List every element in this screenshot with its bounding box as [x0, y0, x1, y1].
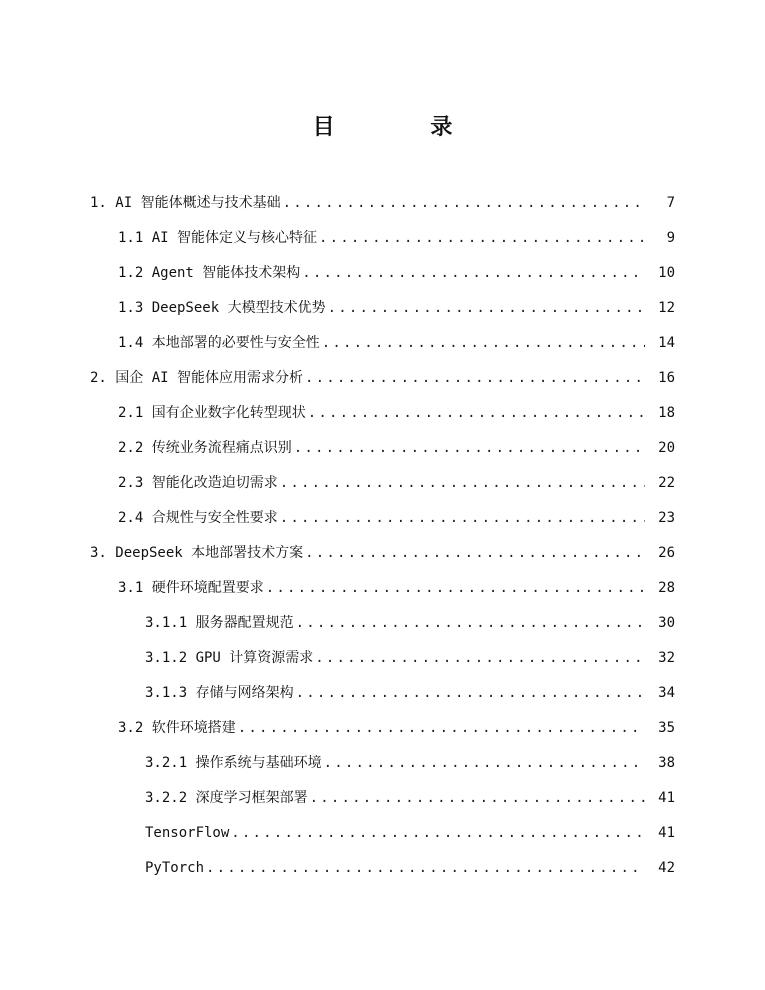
toc-entry-label: 3.1.1 服务器配置规范 [145, 615, 294, 631]
toc-entry[interactable] [118, 223, 675, 253]
toc-entry[interactable] [145, 853, 675, 883]
toc-entry-label: 1.1 AI 智能体定义与核心特征 [118, 230, 318, 246]
toc-entry[interactable] [90, 538, 675, 568]
toc-entry[interactable] [118, 328, 675, 358]
toc-entry-page: 30 [658, 615, 675, 631]
toc-entry-label: 1.4 本地部署的必要性与安全性 [118, 335, 320, 351]
toc-entry-label: 2.4 合规性与安全性要求 [118, 510, 278, 526]
toc-entry-label: 1.2 Agent 智能体技术架构 [118, 265, 301, 281]
toc-leader-dots [280, 503, 645, 533]
toc-leader-dots [206, 853, 645, 883]
toc-entry-page: 26 [658, 545, 675, 561]
toc-entry-label: 1.3 DeepSeek 大模型技术优势 [118, 300, 326, 316]
toc-entry-label: 2. 国企 AI 智能体应用需求分析 [90, 370, 304, 386]
toc-entry[interactable] [118, 468, 675, 498]
toc-entry-page: 23 [658, 510, 675, 526]
page-title: 目 录 [312, 114, 497, 140]
toc-leader-dots [315, 643, 645, 673]
toc-entry-page: 22 [658, 475, 675, 491]
toc-entry-page: 32 [658, 650, 675, 666]
toc-leader-dots [294, 433, 645, 463]
toc-entry-page: 12 [658, 300, 675, 316]
toc-leader-dots [296, 678, 645, 708]
toc-leader-dots [310, 783, 645, 813]
toc-entry-label: PyTorch [145, 860, 205, 876]
toc-leader-dots [322, 328, 645, 358]
toc-entry-page: 41 [658, 825, 675, 841]
toc-entry[interactable] [118, 258, 675, 288]
toc-entry-page: 7 [666, 195, 675, 211]
toc-entry-label: 3.2.2 深度学习框架部署 [145, 790, 308, 806]
toc-entry-label: 1. AI 智能体概述与技术基础 [90, 195, 281, 211]
toc-entry-page: 41 [658, 790, 675, 806]
toc-leader-dots [280, 468, 645, 498]
toc-leader-dots [324, 748, 645, 778]
toc-entry-label: 2.2 传统业务流程痛点识别 [118, 440, 292, 456]
toc-leader-dots [296, 608, 645, 638]
toc-leader-dots [328, 293, 645, 323]
toc-entry[interactable] [145, 643, 675, 673]
toc-entry[interactable] [145, 678, 675, 708]
toc-entry[interactable] [118, 398, 675, 428]
toc-entry[interactable] [118, 433, 675, 463]
toc-entry[interactable] [145, 748, 675, 778]
toc-entry-page: 14 [658, 335, 675, 351]
toc-entry-page: 38 [658, 755, 675, 771]
toc-leader-dots [283, 188, 645, 218]
toc-entry-label: TensorFlow [145, 825, 230, 841]
toc-entry[interactable] [90, 363, 675, 393]
toc-leader-dots [238, 713, 645, 743]
toc-entry[interactable] [90, 188, 675, 218]
toc-entry[interactable] [118, 573, 675, 603]
toc-entry-page: 16 [658, 370, 675, 386]
toc-leader-dots [305, 538, 645, 568]
toc-leader-dots [319, 223, 645, 253]
toc-entry-page: 28 [658, 580, 675, 596]
toc-entry-label: 3.2 软件环境搭建 [118, 720, 236, 736]
toc-entry-page: 34 [658, 685, 675, 701]
toc-entry[interactable] [145, 783, 675, 813]
toc-leader-dots [308, 398, 645, 428]
toc-entry-page: 10 [658, 265, 675, 281]
toc-entry[interactable] [118, 293, 675, 323]
toc-leader-dots [231, 818, 645, 848]
toc-entry-page: 35 [658, 720, 675, 736]
toc-entry-label: 2.3 智能化改造迫切需求 [118, 475, 278, 491]
toc-entry-label: 3.2.1 操作系统与基础环境 [145, 755, 322, 771]
toc-leader-dots [305, 363, 645, 393]
toc-entry-label: 3.1.3 存储与网络架构 [145, 685, 294, 701]
toc-entry-label: 3.1.2 GPU 计算资源需求 [145, 650, 314, 666]
toc-leader-dots [302, 258, 645, 288]
toc-entry-page: 20 [658, 440, 675, 456]
toc-entry[interactable] [145, 608, 675, 638]
toc-entry[interactable] [118, 713, 675, 743]
toc-entry-label: 2.1 国有企业数字化转型现状 [118, 405, 306, 421]
toc-entry[interactable] [118, 503, 675, 533]
toc-entry-page: 18 [658, 405, 675, 421]
toc-entry-label: 3.1 硬件环境配置要求 [118, 580, 264, 596]
toc-leader-dots [266, 573, 645, 603]
toc-entry[interactable] [145, 818, 675, 848]
toc-entry-page: 42 [658, 860, 675, 876]
toc-entry-page: 9 [666, 230, 675, 246]
toc-entry-label: 3. DeepSeek 本地部署技术方案 [90, 545, 304, 561]
